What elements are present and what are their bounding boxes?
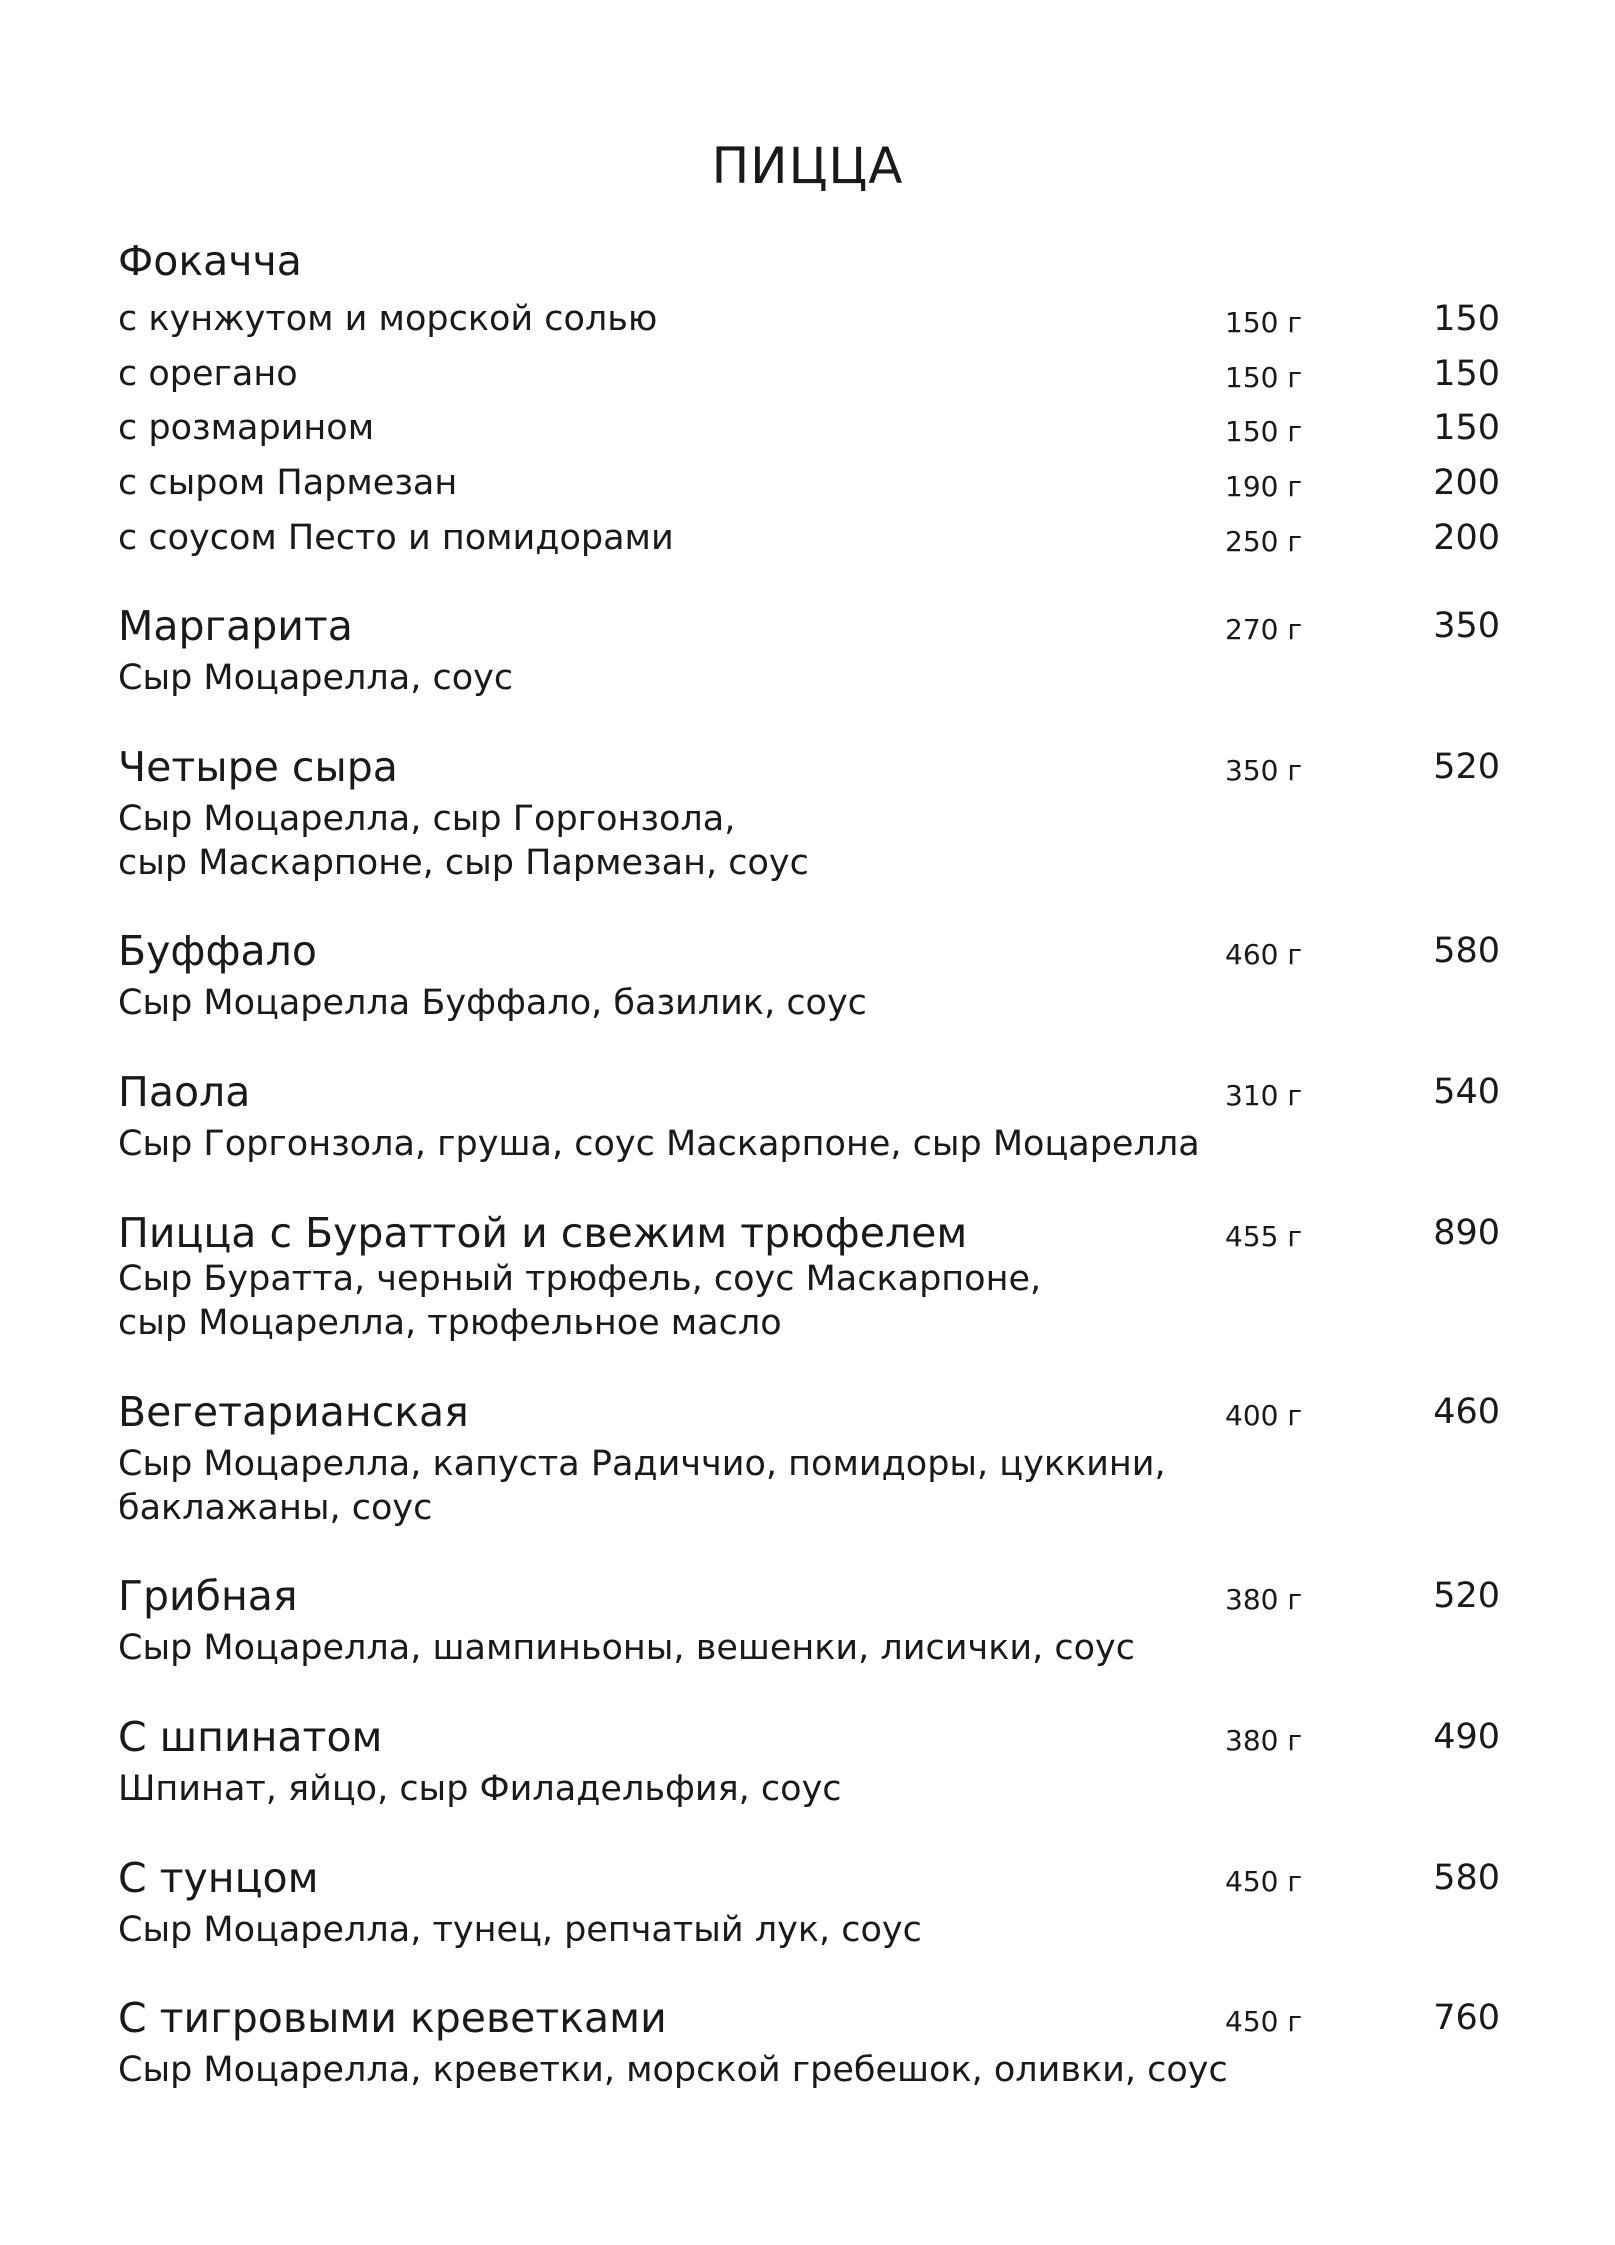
pizza-item-tiger-prawns: [0, 1994, 1615, 2042]
item-name: с кунжутом и морской солью: [118, 299, 658, 339]
item-weight: 460 г: [1225, 938, 1303, 971]
pizza-item-tuna: [0, 1854, 1615, 1902]
pizza-item-paola: [0, 1068, 1615, 1116]
pizza-item-margherita: [0, 602, 1615, 650]
item-name: с орегано: [118, 354, 298, 394]
item-name: Грибная: [118, 1572, 298, 1620]
item-price: 150: [1433, 354, 1500, 394]
item-description: Сыр Моцарелла, тунец, репчатый лук, соус: [118, 1910, 922, 1950]
item-name: с соусом Песто и помидорами: [118, 518, 674, 558]
item-weight: 455 г: [1225, 1220, 1303, 1253]
menu-item: [0, 350, 1615, 398]
item-description: Сыр Моцарелла, капуста Радиччио, помидоры, цуккини,: [118, 1444, 1166, 1484]
pizza-item-four-cheese: [0, 743, 1615, 791]
menu-item: [0, 404, 1615, 452]
focaccia-heading-row: [0, 237, 1615, 285]
item-price: 350: [1433, 606, 1500, 646]
item-weight: 450 г: [1225, 1865, 1303, 1898]
item-weight: 400 г: [1225, 1399, 1303, 1432]
item-name: С тигровыми креветками: [118, 1994, 667, 2042]
item-price: 150: [1433, 408, 1500, 448]
item-name: Буффало: [118, 927, 317, 975]
item-price: 580: [1433, 931, 1500, 971]
item-name: Маргарита: [118, 602, 353, 650]
item-name: Четыре сыра: [118, 743, 398, 791]
item-price: 580: [1433, 1858, 1500, 1898]
item-name: Паола: [118, 1068, 251, 1116]
item-weight: 190 г: [1225, 470, 1303, 503]
item-price: 540: [1433, 1072, 1500, 1112]
item-name: с розмарином: [118, 408, 375, 448]
item-description: Сыр Моцарелла, сыр Горгонзола,: [118, 799, 736, 839]
item-price: 490: [1433, 1717, 1500, 1757]
item-name: С тунцом: [118, 1854, 319, 1902]
item-name: с сыром Пармезан: [118, 463, 458, 503]
item-weight: 150 г: [1225, 306, 1303, 339]
pizza-item-mushroom: [0, 1572, 1615, 1620]
pizza-item-burrata-truffle: [0, 1209, 1615, 1257]
item-name: С шпинатом: [118, 1713, 383, 1761]
item-description: Сыр Буратта, черный трюфель, соус Маскарпоне,: [118, 1259, 1042, 1299]
pizza-item-vegetarian: [0, 1388, 1615, 1436]
item-name: Вегетарианская: [118, 1388, 469, 1436]
item-price: 520: [1433, 1576, 1500, 1616]
section-heading: Фокачча: [118, 237, 302, 285]
item-weight: 350 г: [1225, 754, 1303, 787]
item-price: 200: [1433, 463, 1500, 503]
page-title: ПИЦЦА: [711, 137, 904, 195]
item-weight: 380 г: [1225, 1583, 1303, 1616]
item-weight: 150 г: [1225, 415, 1303, 448]
item-description: Сыр Моцарелла, соус: [118, 658, 514, 698]
item-price: 520: [1433, 747, 1500, 787]
item-weight: 150 г: [1225, 361, 1303, 394]
pizza-item-buffalo: [0, 927, 1615, 975]
item-price: 890: [1433, 1213, 1500, 1253]
item-price: 150: [1433, 299, 1500, 339]
item-description: баклажаны, соус: [118, 1488, 433, 1528]
menu-item: [0, 295, 1615, 343]
item-weight: 250 г: [1225, 525, 1303, 558]
item-weight: 270 г: [1225, 613, 1303, 646]
item-price: 200: [1433, 518, 1500, 558]
item-description: сыр Маскарпоне, сыр Пармезан, соус: [118, 843, 809, 883]
item-weight: 450 г: [1225, 2005, 1303, 2038]
item-description: Шпинат, яйцо, сыр Филадельфия, соус: [118, 1769, 842, 1809]
menu-item: [0, 514, 1615, 562]
item-description: Сыр Моцарелла, креветки, морской гребешок, оливки, соус: [118, 2050, 1228, 2090]
item-price: 760: [1433, 1998, 1500, 2038]
item-weight: 380 г: [1225, 1724, 1303, 1757]
item-weight: 310 г: [1225, 1079, 1303, 1112]
item-description: Сыр Горгонзола, груша, соус Маскарпоне, сыр Моцарелла: [118, 1124, 1200, 1164]
item-description: Сыр Моцарелла, шампиньоны, вешенки, лисички, соус: [118, 1628, 1135, 1668]
item-description: сыр Моцарелла, трюфельное масло: [118, 1303, 782, 1343]
item-name: Пицца с Бураттой и свежим трюфелем: [118, 1209, 968, 1257]
item-description: Сыр Моцарелла Буффало, базилик, соус: [118, 983, 867, 1023]
menu-item: [0, 459, 1615, 507]
pizza-item-spinach: [0, 1713, 1615, 1761]
item-price: 460: [1433, 1392, 1500, 1432]
